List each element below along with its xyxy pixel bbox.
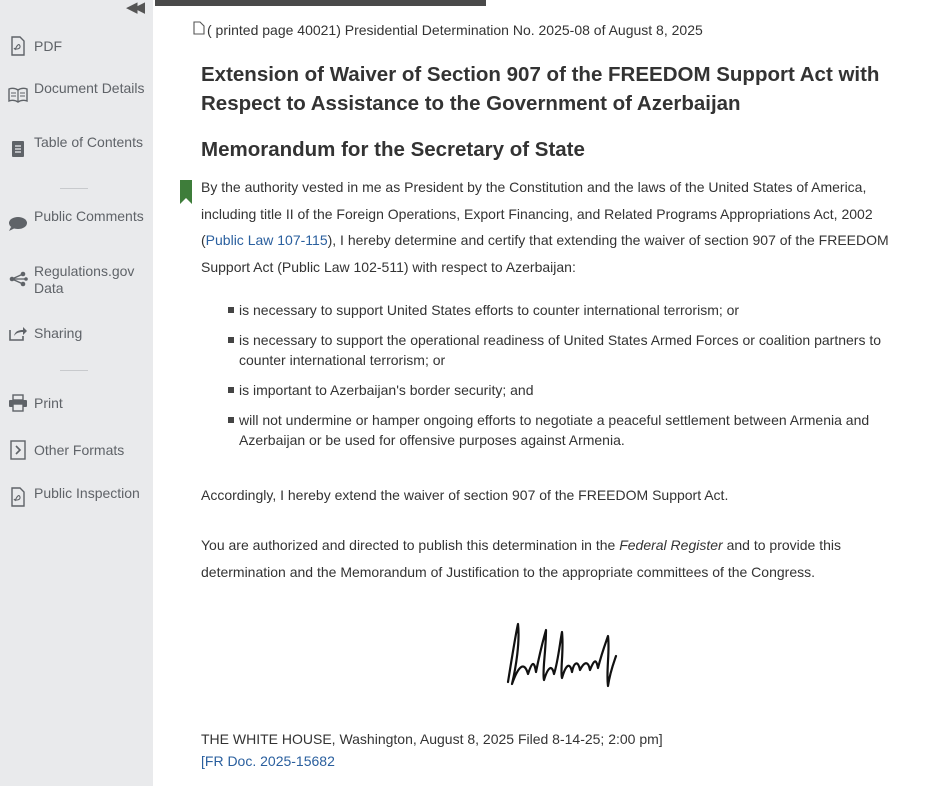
sidebar-item-label: Public Comments xyxy=(34,208,144,224)
intro-text: By the authority vested in me as President by the Constitution and the laws of the United States of America, including title II of the Foreign Operations, Export Financing, and Related Programs Appropriations Act, 2002 ( xyxy=(201,179,873,248)
sidebar-item-document-details[interactable] xyxy=(8,80,146,105)
public-law-link[interactable]: Public Law 107-115 xyxy=(205,232,328,248)
sidebar-item-label: Other Formats xyxy=(34,442,125,458)
document-title: Extension of Waiver of Section 907 of the FREEDOM Support Act with Respect to Assistance to the Government of Azerbaijan xyxy=(201,63,880,115)
fr-doc-link[interactable]: [FR Doc. 2025-15682 xyxy=(201,753,335,769)
toc-icon xyxy=(8,139,28,159)
sidebar-item-label: PDF xyxy=(34,38,62,54)
intro-text-end: ), I hereby determine and certify that extending the waiver of section 907 of the FREEDOM Support Act (Public Law 102-511) with respect to Azerbaijan: xyxy=(201,232,889,275)
signature-image xyxy=(498,612,623,702)
sidebar-item-pdf[interactable] xyxy=(8,36,146,56)
authorization-paragraph xyxy=(201,532,916,585)
sidebar-item-public-comments[interactable] xyxy=(8,208,146,234)
sidebar-item-other-formats[interactable] xyxy=(8,440,146,460)
memo-title: Memorandum for the Secretary of State xyxy=(201,138,585,161)
collapse-sidebar-icon[interactable]: ◀◀ xyxy=(126,0,142,16)
sidebar-item-label: Public Inspection xyxy=(34,485,140,501)
book-icon xyxy=(8,85,28,105)
white-house-dateline: THE WHITE HOUSE, Washington, August 8, 2025 Filed 8-14-25; 2:00 pm] xyxy=(201,731,663,747)
inspection-icon xyxy=(8,487,28,507)
sidebar-divider xyxy=(60,370,88,371)
federal-register-title: Federal Register xyxy=(619,537,723,553)
list-item: will not undermine or hamper ongoing efforts to negotiate a peaceful settlement between Armenia and Azerbaijan or be used for offensive purposes against Armenia. xyxy=(201,410,921,450)
sidebar-item-label: Print xyxy=(34,395,63,411)
comment-icon xyxy=(8,214,28,234)
sidebar-item-table-of-contents[interactable] xyxy=(8,134,146,159)
list-item: is important to Azerbaijan's border security; and xyxy=(201,380,921,400)
sidebar-item-print[interactable] xyxy=(8,393,146,413)
authorization-text-end: and to provide this determination and the Memorandum of Justification to the appropriate committees of the Congress. xyxy=(201,537,841,580)
accordingly-paragraph: Accordingly, I hereby extend the waiver of section 907 of the FREEDOM Support Act. xyxy=(201,487,729,503)
printed-page-number: (⁣ printed page 40021) xyxy=(207,21,341,38)
determination-number: Presidential Determination No. 2025-08 of August 8, 2025 xyxy=(344,21,703,38)
sidebar-item-label: Document Details xyxy=(34,80,145,96)
list-item: is necessary to support United States efforts to counter international terrorism; or xyxy=(201,300,921,320)
intro-paragraph xyxy=(201,174,916,280)
document-body xyxy=(153,0,939,786)
sidebar xyxy=(0,0,153,786)
sidebar-item-label: Table of Contents xyxy=(34,134,143,150)
authorization-text: You are authorized and directed to publish this determination in the xyxy=(201,537,620,553)
pdf-icon xyxy=(8,36,28,56)
page-marker-icon xyxy=(193,21,205,38)
sidebar-item-label: Regulations.gov Data xyxy=(34,263,135,296)
sidebar-divider xyxy=(60,188,88,189)
share-icon xyxy=(8,323,28,343)
share-nodes-icon xyxy=(8,269,28,289)
printed-page-line xyxy=(193,21,703,38)
sidebar-item-label: Sharing xyxy=(34,325,83,341)
sidebar-item-sharing[interactable] xyxy=(8,323,146,343)
bookmark-icon[interactable] xyxy=(180,180,192,209)
sidebar-item-regulations-gov-data[interactable] xyxy=(8,263,146,297)
list-item: is necessary to support the operational readiness of United States Armed Forces or coalition partners to counter international terrorism; or xyxy=(201,330,921,370)
chevron-doc-icon xyxy=(8,440,28,460)
sidebar-item-public-inspection[interactable] xyxy=(8,485,146,507)
determination-list xyxy=(201,300,921,450)
printer-icon xyxy=(8,393,28,413)
